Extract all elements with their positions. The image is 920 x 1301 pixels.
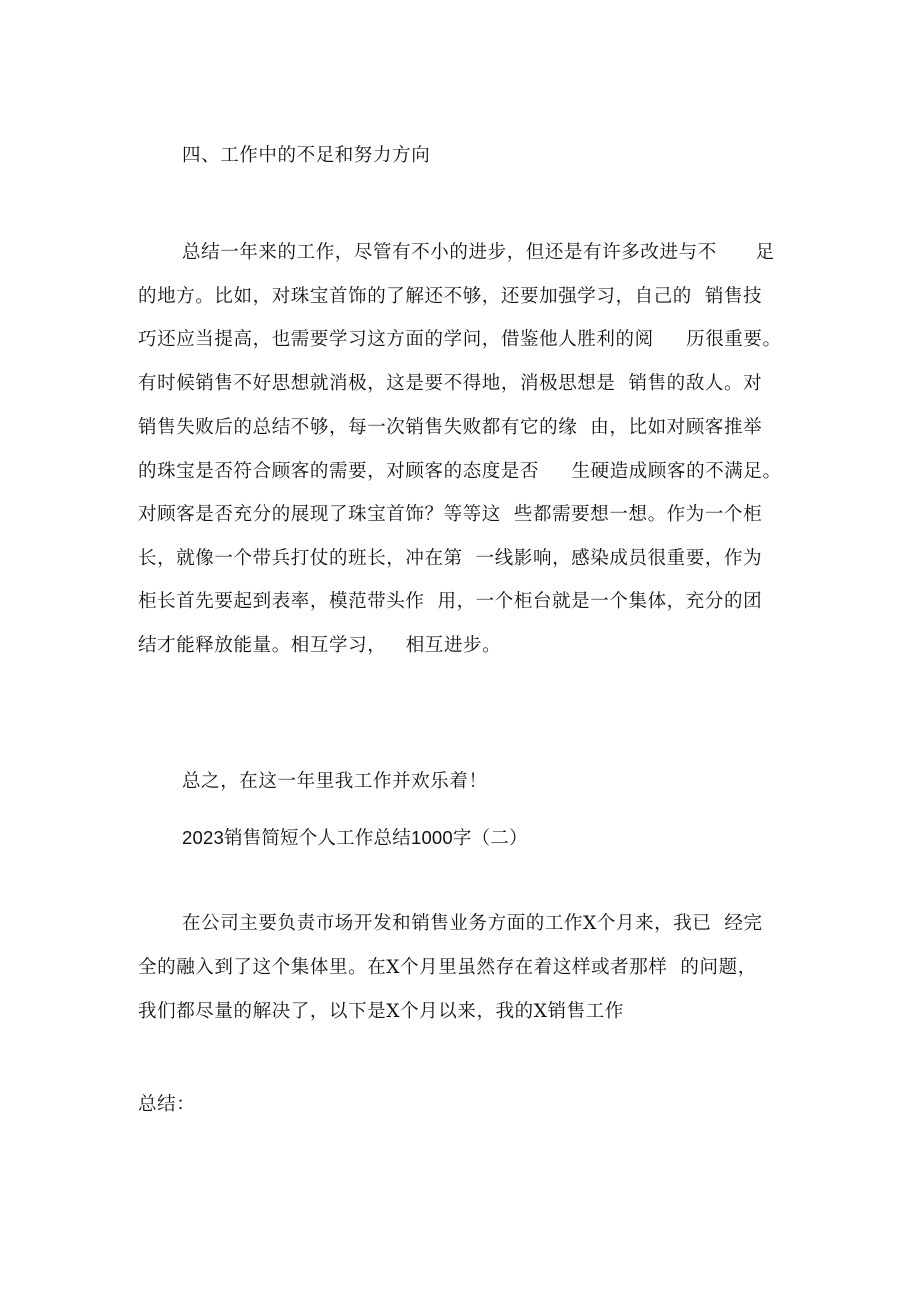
summary-label: 总结：: [138, 1094, 196, 1115]
paragraph-1-line: 柜长首先要起到表率，模范带头作 用，一个柜台就是一个集体，充分的团: [138, 591, 763, 612]
paragraph-1-line: 对顾客是否充分的展现了珠宝首饰？等等这 些都需要想一想。作为一个柜: [138, 504, 763, 525]
paragraph-1-line: 的地方。比如，对珠宝首饰的了解还不够，还要加强学习，自己的 销售技: [138, 286, 763, 307]
conclusion-text: 总之，在这一年里我工作并欢乐着！: [182, 771, 488, 792]
paragraph-1-line: 巧还应当提高，也需要学习这方面的学问，借鉴他人胜利的阅 历很重要。: [138, 329, 782, 350]
paragraph-1-line: 销售失败后的总结不够，每一次销售失败都有它的缘 由，比如对顾客推举: [138, 417, 763, 438]
paragraph-2-line: 我们都尽量的解决了，以下是X个月以来，我的X销售工作: [138, 1001, 624, 1022]
paragraph-1-line: 总结一年来的工作，尽管有不小的进步，但还是有许多改进与不 足: [182, 242, 775, 263]
subtitle: 2023销售简短个人工作总结1000字（二）: [182, 827, 528, 848]
paragraph-1-line: 结才能释放能量。相互学习， 相互进步。: [138, 635, 502, 656]
section-heading: 四、工作中的不足和努力方向: [182, 145, 431, 166]
paragraph-1-line: 长，就像一个带兵打仗的班长，冲在第 一线影响，感染成员很重要，作为: [138, 548, 763, 569]
paragraph-2-line: 全的融入到了这个集体里。在X个月里虽然存在着这样或者那样 的问题，: [138, 957, 757, 978]
paragraph-2-line: 在公司主要负责市场开发和销售业务方面的工作X个月来，我已 经完: [182, 913, 763, 934]
paragraph-1-line: 有时候销售不好思想就消极，这是要不得地，消极思想是 销售的敌人。对: [138, 373, 763, 394]
paragraph-1-line: 的珠宝是否符合顾客的需要，对顾客的态度是否 生硬造成顾客的不满足。: [138, 461, 782, 482]
